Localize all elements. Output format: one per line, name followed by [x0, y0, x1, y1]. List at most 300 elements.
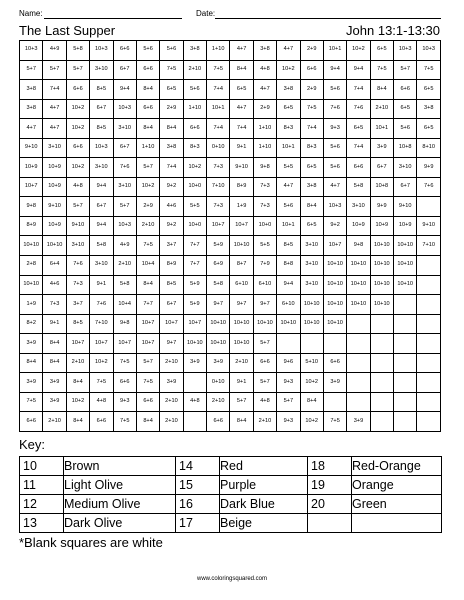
- grid-cell[interactable]: 6+5: [417, 119, 441, 139]
- grid-cell[interactable]: 8+4: [300, 197, 323, 217]
- grid-cell[interactable]: 5+5: [277, 158, 300, 178]
- grid-cell[interactable]: 8+5: [90, 80, 113, 100]
- grid-cell[interactable]: 6+5: [370, 41, 393, 61]
- grid-cell[interactable]: 3+9: [183, 353, 206, 373]
- grid-cell[interactable]: 10+9: [43, 216, 66, 236]
- grid-cell[interactable]: 3+10: [300, 256, 323, 276]
- grid-cell[interactable]: 3+10: [394, 158, 417, 178]
- grid-cell[interactable]: 4+7: [323, 177, 346, 197]
- grid-cell[interactable]: 9+8: [347, 236, 370, 256]
- grid-cell[interactable]: 1+10: [136, 138, 159, 158]
- grid-cell[interactable]: 8+7: [230, 256, 253, 276]
- grid-cell[interactable]: 4+7: [20, 119, 43, 139]
- grid-cell[interactable]: 7+3: [207, 197, 230, 217]
- grid-cell[interactable]: 10+1: [207, 99, 230, 119]
- grid-cell[interactable]: 10+0: [253, 216, 276, 236]
- grid-cell[interactable]: 8+3: [277, 119, 300, 139]
- grid-cell[interactable]: 9+7: [253, 295, 276, 315]
- grid-cell[interactable]: 5+7: [253, 334, 276, 354]
- grid-cell[interactable]: 10+10: [230, 236, 253, 256]
- grid-cell[interactable]: 9+9: [370, 197, 393, 217]
- grid-cell[interactable]: 5+9: [183, 275, 206, 295]
- grid-cell[interactable]: 2+10: [160, 392, 183, 412]
- grid-cell[interactable]: 3+8: [160, 138, 183, 158]
- grid-cell[interactable]: [347, 353, 370, 373]
- grid-cell[interactable]: 8+4: [136, 80, 159, 100]
- grid-cell[interactable]: 5+6: [394, 119, 417, 139]
- grid-cell[interactable]: 9+7: [230, 295, 253, 315]
- grid-cell[interactable]: 10+10: [394, 236, 417, 256]
- grid-cell[interactable]: 5+7: [66, 197, 89, 217]
- grid-cell[interactable]: 10+1: [277, 216, 300, 236]
- grid-cell[interactable]: 5+6: [277, 197, 300, 217]
- grid-cell[interactable]: 7+5: [207, 60, 230, 80]
- grid-cell[interactable]: 0+10: [207, 373, 230, 393]
- grid-cell[interactable]: 3+10: [66, 236, 89, 256]
- grid-cell[interactable]: 7+4: [207, 119, 230, 139]
- grid-cell[interactable]: 7+4: [43, 80, 66, 100]
- grid-cell[interactable]: 6+5: [300, 216, 323, 236]
- grid-cell[interactable]: 6+6: [347, 158, 370, 178]
- grid-cell[interactable]: 4+7: [43, 99, 66, 119]
- grid-cell[interactable]: 2+10: [43, 412, 66, 432]
- grid-cell[interactable]: 10+1: [323, 41, 346, 61]
- grid-cell[interactable]: 10+7: [207, 216, 230, 236]
- grid-cell[interactable]: [300, 334, 323, 354]
- grid-cell[interactable]: 7+5: [136, 373, 159, 393]
- grid-cell[interactable]: 4+7: [277, 177, 300, 197]
- grid-cell[interactable]: 10+10: [323, 314, 346, 334]
- grid-cell[interactable]: 8+9: [20, 216, 43, 236]
- grid-cell[interactable]: 10+3: [417, 41, 441, 61]
- grid-cell[interactable]: 3+8: [20, 99, 43, 119]
- grid-cell[interactable]: 7+4: [207, 80, 230, 100]
- grid-cell[interactable]: 6+6: [136, 60, 159, 80]
- grid-cell[interactable]: 3+8: [20, 80, 43, 100]
- grid-cell[interactable]: 5+8: [90, 236, 113, 256]
- grid-cell[interactable]: 5+9: [207, 236, 230, 256]
- grid-cell[interactable]: 6+7: [90, 197, 113, 217]
- grid-cell[interactable]: 9+7: [160, 334, 183, 354]
- grid-cell[interactable]: 10+9: [370, 216, 393, 236]
- grid-cell[interactable]: 8+8: [277, 256, 300, 276]
- grid-cell[interactable]: 6+7: [113, 60, 136, 80]
- grid-cell[interactable]: 2+9: [136, 197, 159, 217]
- grid-cell[interactable]: 9+1: [90, 275, 113, 295]
- grid-cell[interactable]: 4+7: [43, 119, 66, 139]
- grid-cell[interactable]: [417, 334, 441, 354]
- grid-cell[interactable]: [417, 295, 441, 315]
- grid-cell[interactable]: [394, 412, 417, 432]
- grid-cell[interactable]: 3+9: [323, 373, 346, 393]
- grid-cell[interactable]: 10+10: [347, 275, 370, 295]
- grid-cell[interactable]: 8+4: [160, 119, 183, 139]
- grid-cell[interactable]: 8+4: [66, 373, 89, 393]
- grid-cell[interactable]: [394, 373, 417, 393]
- grid-cell[interactable]: 6+6: [183, 119, 206, 139]
- grid-cell[interactable]: 10+3: [90, 41, 113, 61]
- grid-cell[interactable]: 3+10: [347, 197, 370, 217]
- grid-cell[interactable]: 10+3: [113, 99, 136, 119]
- grid-cell[interactable]: 7+10: [90, 314, 113, 334]
- grid-cell[interactable]: 6+7: [394, 177, 417, 197]
- grid-cell[interactable]: 3+7: [66, 295, 89, 315]
- grid-cell[interactable]: 2+10: [253, 412, 276, 432]
- grid-cell[interactable]: 3+8: [300, 177, 323, 197]
- grid-cell[interactable]: 3+10: [43, 138, 66, 158]
- grid-cell[interactable]: 3+9: [207, 353, 230, 373]
- grid-cell[interactable]: 10+2: [300, 412, 323, 432]
- grid-cell[interactable]: 5+6: [136, 41, 159, 61]
- grid-cell[interactable]: 8+3: [183, 138, 206, 158]
- grid-cell[interactable]: 9+4: [323, 60, 346, 80]
- grid-cell[interactable]: 10+9: [43, 158, 66, 178]
- grid-cell[interactable]: 10+7: [136, 334, 159, 354]
- grid-cell[interactable]: 6+6: [113, 373, 136, 393]
- grid-cell[interactable]: 1+10: [253, 119, 276, 139]
- grid-cell[interactable]: 7+5: [160, 60, 183, 80]
- grid-cell[interactable]: 8+3: [300, 138, 323, 158]
- grid-cell[interactable]: 3+9: [43, 392, 66, 412]
- grid-cell[interactable]: [370, 412, 393, 432]
- grid-cell[interactable]: 10+9: [347, 216, 370, 236]
- grid-cell[interactable]: 10+10: [253, 314, 276, 334]
- grid-cell[interactable]: 3+10: [90, 158, 113, 178]
- grid-cell[interactable]: 9+4: [277, 275, 300, 295]
- grid-cell[interactable]: 10+7: [160, 314, 183, 334]
- grid-cell[interactable]: 8+2: [20, 314, 43, 334]
- grid-cell[interactable]: 5+6: [323, 80, 346, 100]
- grid-cell[interactable]: 6+6: [66, 138, 89, 158]
- grid-cell[interactable]: 10+10: [230, 334, 253, 354]
- grid-cell[interactable]: 9+1: [230, 373, 253, 393]
- grid-cell[interactable]: [370, 334, 393, 354]
- grid-cell[interactable]: 9+10: [66, 216, 89, 236]
- grid-cell[interactable]: 9+1: [43, 314, 66, 334]
- grid-cell[interactable]: 10+2: [347, 41, 370, 61]
- grid-cell[interactable]: 5+7: [43, 60, 66, 80]
- grid-cell[interactable]: 6+7: [113, 138, 136, 158]
- grid-cell[interactable]: 10+2: [183, 158, 206, 178]
- grid-cell[interactable]: 5+7: [230, 392, 253, 412]
- grid-cell[interactable]: 6+5: [160, 80, 183, 100]
- grid-cell[interactable]: 9+4: [113, 80, 136, 100]
- grid-cell[interactable]: 5+6: [323, 138, 346, 158]
- grid-cell[interactable]: [183, 373, 206, 393]
- grid-cell[interactable]: 6+5: [230, 80, 253, 100]
- grid-cell[interactable]: 6+6: [136, 99, 159, 119]
- grid-cell[interactable]: 8+4: [230, 60, 253, 80]
- grid-cell[interactable]: 7+5: [370, 60, 393, 80]
- grid-cell[interactable]: 2+10: [183, 60, 206, 80]
- grid-cell[interactable]: 6+7: [90, 99, 113, 119]
- grid-cell[interactable]: 9+4: [347, 60, 370, 80]
- grid-cell[interactable]: 0+10: [207, 138, 230, 158]
- grid-cell[interactable]: 2+10: [207, 392, 230, 412]
- grid-cell[interactable]: 3+7: [160, 236, 183, 256]
- grid-cell[interactable]: 3+8: [417, 99, 441, 119]
- grid-cell[interactable]: 5+8: [347, 177, 370, 197]
- grid-cell[interactable]: 6+6: [66, 80, 89, 100]
- grid-cell[interactable]: 10+10: [207, 334, 230, 354]
- grid-cell[interactable]: 5+8: [113, 275, 136, 295]
- grid-cell[interactable]: 10+10: [370, 256, 393, 276]
- grid-cell[interactable]: 10+2: [277, 60, 300, 80]
- grid-cell[interactable]: 10+7: [323, 236, 346, 256]
- grid-cell[interactable]: 5+7: [66, 60, 89, 80]
- grid-cell[interactable]: 9+3: [323, 119, 346, 139]
- grid-cell[interactable]: 6+6: [300, 60, 323, 80]
- grid-cell[interactable]: 10+3: [113, 216, 136, 236]
- grid-cell[interactable]: 3+9: [43, 373, 66, 393]
- grid-cell[interactable]: 4+8: [183, 392, 206, 412]
- grid-cell[interactable]: 10+7: [183, 314, 206, 334]
- grid-cell[interactable]: 8+4: [230, 412, 253, 432]
- grid-cell[interactable]: 5+10: [300, 353, 323, 373]
- grid-cell[interactable]: 9+2: [323, 216, 346, 236]
- grid-cell[interactable]: 10+7: [113, 334, 136, 354]
- grid-cell[interactable]: 5+7: [136, 158, 159, 178]
- grid-cell[interactable]: 10+3: [20, 41, 43, 61]
- grid-cell[interactable]: 7+7: [136, 295, 159, 315]
- grid-cell[interactable]: 8+4: [370, 80, 393, 100]
- grid-cell[interactable]: [370, 314, 393, 334]
- grid-cell[interactable]: 8+5: [277, 236, 300, 256]
- grid-cell[interactable]: 10+10: [20, 236, 43, 256]
- grid-cell[interactable]: 10+0: [183, 177, 206, 197]
- grid-cell[interactable]: 7+5: [323, 412, 346, 432]
- grid-cell[interactable]: 10+10: [370, 295, 393, 315]
- grid-cell[interactable]: 8+9: [230, 177, 253, 197]
- grid-cell[interactable]: [394, 353, 417, 373]
- grid-cell[interactable]: 9+10: [394, 197, 417, 217]
- grid-cell[interactable]: 2+10: [66, 353, 89, 373]
- grid-cell[interactable]: 6+6: [136, 392, 159, 412]
- grid-cell[interactable]: 10+10: [300, 314, 323, 334]
- grid-cell[interactable]: 9+3: [113, 392, 136, 412]
- grid-cell[interactable]: 7+10: [207, 177, 230, 197]
- grid-cell[interactable]: 6+6: [323, 353, 346, 373]
- grid-cell[interactable]: 9+8: [20, 197, 43, 217]
- grid-cell[interactable]: 9+1: [230, 138, 253, 158]
- grid-cell[interactable]: 7+5: [20, 392, 43, 412]
- grid-cell[interactable]: [183, 412, 206, 432]
- grid-cell[interactable]: 10+10: [394, 256, 417, 276]
- grid-cell[interactable]: 8+10: [417, 138, 441, 158]
- grid-cell[interactable]: 8+4: [43, 353, 66, 373]
- grid-cell[interactable]: [370, 373, 393, 393]
- grid-cell[interactable]: 7+6: [417, 177, 441, 197]
- grid-cell[interactable]: 8+4: [300, 392, 323, 412]
- grid-cell[interactable]: [347, 334, 370, 354]
- grid-cell[interactable]: 8+4: [136, 119, 159, 139]
- grid-cell[interactable]: [417, 275, 441, 295]
- grid-cell[interactable]: [417, 197, 441, 217]
- grid-cell[interactable]: 4+6: [160, 197, 183, 217]
- grid-cell[interactable]: 4+7: [230, 41, 253, 61]
- grid-cell[interactable]: 5+5: [183, 197, 206, 217]
- grid-cell[interactable]: 1+10: [183, 99, 206, 119]
- grid-cell[interactable]: 9+10: [20, 138, 43, 158]
- grid-cell[interactable]: [347, 392, 370, 412]
- grid-cell[interactable]: 1+9: [230, 197, 253, 217]
- grid-cell[interactable]: 9+7: [207, 295, 230, 315]
- grid-cell[interactable]: 3+8: [183, 41, 206, 61]
- grid-cell[interactable]: 7+5: [136, 236, 159, 256]
- grid-cell[interactable]: 6+5: [277, 99, 300, 119]
- grid-cell[interactable]: 10+10: [347, 295, 370, 315]
- grid-cell[interactable]: 4+8: [90, 392, 113, 412]
- grid-cell[interactable]: 6+10: [230, 275, 253, 295]
- grid-cell[interactable]: 8+5: [90, 119, 113, 139]
- grid-cell[interactable]: 10+10: [370, 275, 393, 295]
- grid-cell[interactable]: 10+10: [300, 295, 323, 315]
- grid-cell[interactable]: 7+4: [347, 138, 370, 158]
- grid-cell[interactable]: 8+4: [136, 275, 159, 295]
- grid-cell[interactable]: 10+10: [230, 314, 253, 334]
- grid-cell[interactable]: 9+10: [43, 197, 66, 217]
- grid-cell[interactable]: [417, 314, 441, 334]
- grid-cell[interactable]: 2+9: [253, 99, 276, 119]
- grid-cell[interactable]: 1+9: [20, 295, 43, 315]
- grid-cell[interactable]: 8+5: [160, 275, 183, 295]
- grid-cell[interactable]: 5+6: [183, 80, 206, 100]
- grid-cell[interactable]: [417, 373, 441, 393]
- grid-cell[interactable]: 10+10: [347, 256, 370, 276]
- grid-cell[interactable]: 2+10: [113, 256, 136, 276]
- grid-cell[interactable]: 7+3: [253, 197, 276, 217]
- grid-cell[interactable]: 7+5: [417, 60, 441, 80]
- grid-cell[interactable]: 9+8: [253, 158, 276, 178]
- grid-cell[interactable]: 3+10: [113, 177, 136, 197]
- grid-cell[interactable]: 5+6: [323, 158, 346, 178]
- grid-cell[interactable]: 9+4: [90, 216, 113, 236]
- grid-cell[interactable]: 10+10: [323, 275, 346, 295]
- name-line[interactable]: [44, 18, 182, 19]
- grid-cell[interactable]: 5+8: [207, 275, 230, 295]
- grid-cell[interactable]: 10+3: [90, 138, 113, 158]
- grid-cell[interactable]: 5+9: [183, 295, 206, 315]
- grid-cell[interactable]: [417, 392, 441, 412]
- grid-cell[interactable]: [347, 373, 370, 393]
- grid-cell[interactable]: 10+1: [370, 119, 393, 139]
- grid-cell[interactable]: 6+9: [207, 256, 230, 276]
- grid-cell[interactable]: 9+2: [160, 177, 183, 197]
- grid-cell[interactable]: [347, 314, 370, 334]
- grid-cell[interactable]: 4+8: [66, 177, 89, 197]
- grid-cell[interactable]: 10+10: [323, 295, 346, 315]
- grid-cell[interactable]: 3+10: [90, 256, 113, 276]
- grid-cell[interactable]: 10+9: [394, 216, 417, 236]
- grid-cell[interactable]: 2+8: [20, 256, 43, 276]
- grid-cell[interactable]: 6+4: [43, 256, 66, 276]
- grid-cell[interactable]: [417, 412, 441, 432]
- grid-cell[interactable]: 4+9: [113, 236, 136, 256]
- grid-cell[interactable]: 10+2: [90, 353, 113, 373]
- grid-cell[interactable]: 2+10: [370, 99, 393, 119]
- grid-cell[interactable]: 10+9: [20, 158, 43, 178]
- grid-cell[interactable]: 10+3: [394, 41, 417, 61]
- grid-cell[interactable]: 6+7: [160, 295, 183, 315]
- grid-cell[interactable]: 10+10: [20, 275, 43, 295]
- grid-cell[interactable]: 6+6: [113, 41, 136, 61]
- grid-cell[interactable]: 5+6: [160, 41, 183, 61]
- grid-cell[interactable]: 6+6: [207, 412, 230, 432]
- grid-cell[interactable]: 10+1: [277, 138, 300, 158]
- grid-cell[interactable]: 1+10: [253, 138, 276, 158]
- grid-cell[interactable]: 3+9: [160, 373, 183, 393]
- grid-cell[interactable]: 10+7: [90, 334, 113, 354]
- grid-cell[interactable]: 6+5: [347, 119, 370, 139]
- grid-cell[interactable]: 8+4: [136, 412, 159, 432]
- grid-cell[interactable]: 6+6: [90, 412, 113, 432]
- grid-cell[interactable]: 8+5: [66, 314, 89, 334]
- grid-cell[interactable]: 10+3: [323, 197, 346, 217]
- grid-cell[interactable]: [417, 353, 441, 373]
- grid-cell[interactable]: 5+8: [66, 41, 89, 61]
- grid-cell[interactable]: 3+8: [253, 41, 276, 61]
- grid-cell[interactable]: 7+3: [253, 177, 276, 197]
- grid-cell[interactable]: 6+5: [417, 80, 441, 100]
- grid-cell[interactable]: 4+7: [230, 99, 253, 119]
- grid-cell[interactable]: 10+0: [183, 216, 206, 236]
- grid-cell[interactable]: 3+10: [300, 236, 323, 256]
- grid-cell[interactable]: 9+10: [417, 216, 441, 236]
- grid-cell[interactable]: 10+7: [20, 177, 43, 197]
- grid-cell[interactable]: [370, 392, 393, 412]
- grid-cell[interactable]: 7+6: [113, 158, 136, 178]
- grid-cell[interactable]: 7+6: [347, 99, 370, 119]
- grid-cell[interactable]: [394, 314, 417, 334]
- grid-cell[interactable]: 5+7: [136, 353, 159, 373]
- grid-cell[interactable]: [394, 334, 417, 354]
- grid-cell[interactable]: 10+10: [394, 275, 417, 295]
- grid-cell[interactable]: 5+5: [253, 236, 276, 256]
- grid-cell[interactable]: 10+10: [323, 256, 346, 276]
- grid-cell[interactable]: 7+4: [230, 119, 253, 139]
- grid-cell[interactable]: [277, 334, 300, 354]
- grid-cell[interactable]: 7+6: [323, 99, 346, 119]
- grid-cell[interactable]: 10+10: [183, 334, 206, 354]
- grid-cell[interactable]: 8+4: [43, 334, 66, 354]
- grid-cell[interactable]: 7+7: [183, 236, 206, 256]
- grid-cell[interactable]: 7+7: [183, 256, 206, 276]
- grid-cell[interactable]: 10+4: [113, 295, 136, 315]
- grid-cell[interactable]: 5+7: [113, 197, 136, 217]
- grid-cell[interactable]: 4+6: [43, 275, 66, 295]
- grid-cell[interactable]: 7+5: [113, 353, 136, 373]
- grid-cell[interactable]: 10+8: [370, 177, 393, 197]
- grid-cell[interactable]: 10+10: [43, 236, 66, 256]
- grid-cell[interactable]: [417, 256, 441, 276]
- grid-cell[interactable]: 10+2: [66, 119, 89, 139]
- grid-cell[interactable]: 3+9: [20, 334, 43, 354]
- grid-cell[interactable]: 4+9: [43, 41, 66, 61]
- grid-cell[interactable]: 6+6: [20, 412, 43, 432]
- grid-cell[interactable]: 7+3: [207, 158, 230, 178]
- grid-cell[interactable]: 8+4: [66, 412, 89, 432]
- grid-cell[interactable]: 10+10: [277, 314, 300, 334]
- grid-cell[interactable]: 10+2: [136, 177, 159, 197]
- grid-cell[interactable]: [370, 353, 393, 373]
- date-line[interactable]: [215, 18, 441, 19]
- grid-cell[interactable]: 7+5: [300, 99, 323, 119]
- grid-cell[interactable]: 10+2: [66, 392, 89, 412]
- grid-cell[interactable]: 10+10: [207, 314, 230, 334]
- grid-cell[interactable]: 2+9: [300, 41, 323, 61]
- grid-cell[interactable]: 10+2: [300, 373, 323, 393]
- grid-cell[interactable]: 7+10: [417, 236, 441, 256]
